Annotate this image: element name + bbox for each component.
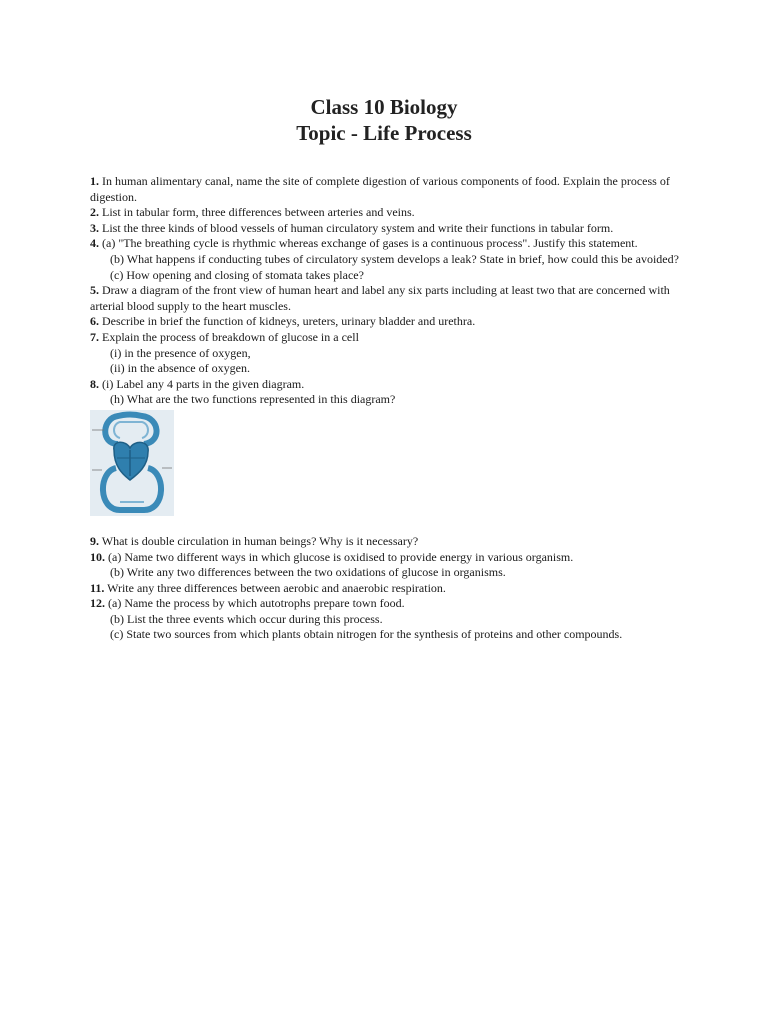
question-7-i: (i) in the presence of oxygen, bbox=[110, 345, 251, 360]
page-subtitle: Topic - Life Process bbox=[296, 121, 472, 145]
question-4b: (b) What happens if conducting tubes of circulatory system develops a leak? State in brief, how could this be avoided? bbox=[110, 251, 679, 266]
circulation-diagram-image bbox=[90, 410, 174, 516]
question-6: 6. Describe in brief the function of kidneys, ureters, urinary bladder and urethra. bbox=[90, 314, 476, 329]
question-10b: (b) Write any two differences between the two oxidations of glucose in organisms. bbox=[110, 565, 506, 580]
question-12b: (b) List the three events which occur during this process. bbox=[110, 611, 383, 626]
question-12a: 12. (a) Name the process by which autotrophs prepare town food. bbox=[90, 596, 405, 611]
question-8: 8. (i) Label any 4 parts in the given diagram. bbox=[90, 376, 305, 391]
question-8-h: (h) What are the two functions represented in this diagram? bbox=[110, 392, 396, 407]
circulation-diagram bbox=[90, 410, 174, 516]
question-4a: 4. (a) "The breathing cycle is rhythmic whereas exchange of gases is a continuous process". Justify this statement. bbox=[90, 236, 638, 251]
question-12c: (c) State two sources from which plants obtain nitrogen for the synthesis of proteins and other compounds. bbox=[110, 627, 623, 642]
question-3: 3. List the three kinds of blood vessels of human circulatory system and write their functions in tabular form. bbox=[90, 220, 614, 235]
question-5: 5. Draw a diagram of the front view of human heart and label any six parts including at least two that are concerned with arterial blood supply to the heart muscles. bbox=[90, 283, 670, 313]
header bbox=[0, 94, 768, 146]
question-7-ii: (ii) in the absence of oxygen. bbox=[110, 361, 250, 376]
question-11: 11. Write any three differences between aerobic and anaerobic respiration. bbox=[90, 580, 446, 595]
question-4c: (c) How opening and closing of stomata takes place? bbox=[110, 267, 364, 282]
question-9: 9. What is double circulation in human beings? Why is it necessary? bbox=[90, 533, 419, 548]
question-2: 2. List in tabular form, three differences between arteries and veins. bbox=[90, 205, 415, 220]
question-list bbox=[90, 174, 690, 643]
question-1: 1. In human alimentary canal, name the site of complete digestion of various components of food. Explain the process of digestion. bbox=[90, 174, 670, 204]
question-7: 7. Explain the process of breakdown of glucose in a cell bbox=[90, 329, 359, 344]
question-10a: 10. (a) Name two different ways in which glucose is oxidised to provide energy in various organism. bbox=[90, 549, 574, 564]
page-title: Class 10 Biology bbox=[310, 95, 458, 119]
